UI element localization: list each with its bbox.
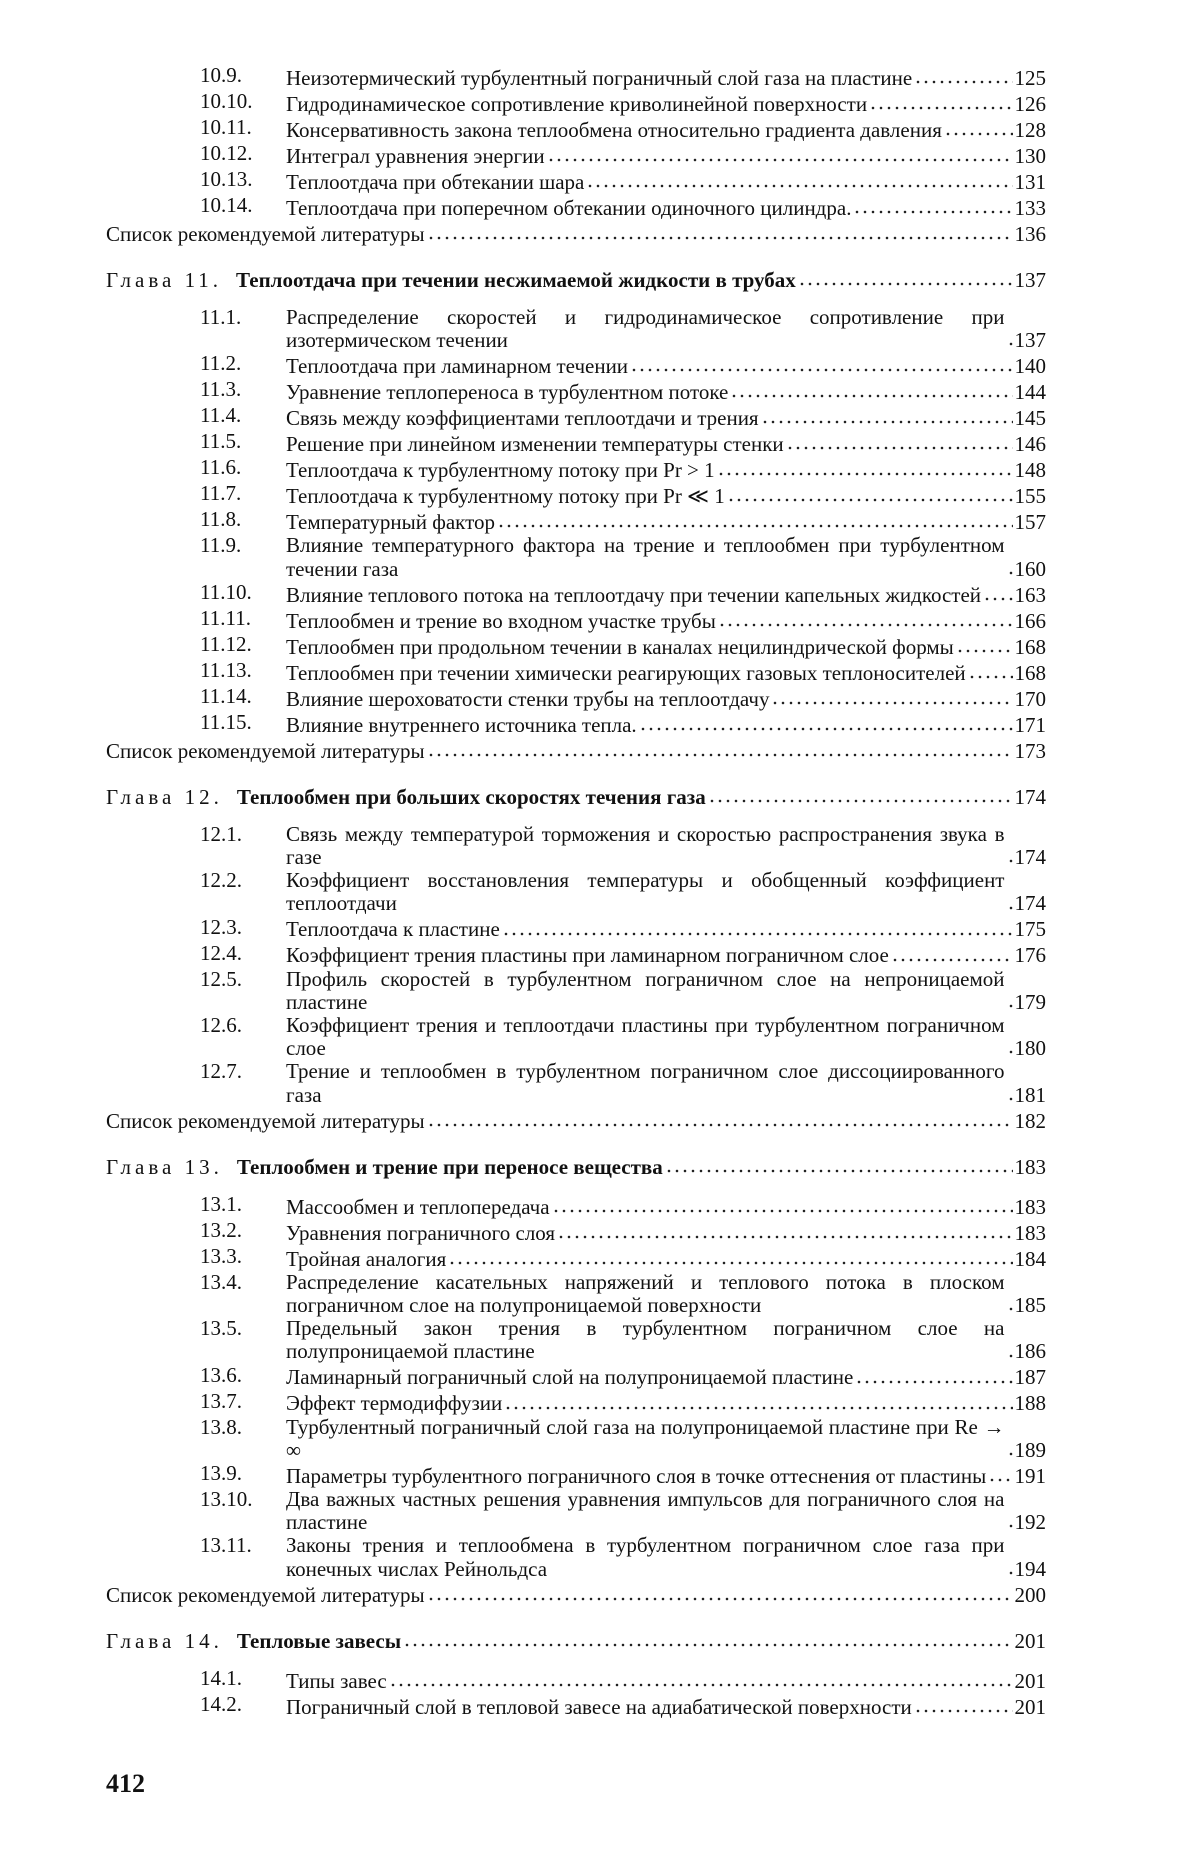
section-entry [106, 404, 1046, 430]
dot-leader [944, 116, 1013, 137]
entry-title: Неизотермический турбулентный пограничный слой газа на пластине [286, 65, 913, 90]
page-ref: 192 [1014, 1510, 1046, 1535]
entry-title: Теплоотдача при течении несжимаемой жидкости в трубах [236, 267, 796, 292]
page-ref: 145 [1014, 406, 1046, 431]
entry-title: Теплообмен при продольном течении в каналах нецилиндрической формы [286, 634, 954, 659]
entry-title: Теплоотдача к турбулентному потоку при Pr > 1 [286, 458, 715, 483]
section-entry [106, 378, 1046, 404]
section-entry [106, 685, 1046, 711]
page-ref: 186 [1014, 1339, 1046, 1364]
page-ref: 179 [1014, 989, 1046, 1014]
page-ref: 168 [1014, 634, 1046, 659]
chapter-entry [106, 266, 1046, 292]
section-entry [106, 711, 1046, 737]
entry-title: Теплообмен при течении химически реагирующих газовых теплоносителей [286, 660, 966, 685]
section-entry [106, 168, 1046, 194]
section-entry [106, 1534, 1046, 1580]
section-entry [106, 581, 1046, 607]
page-ref: 187 [1014, 1365, 1046, 1390]
section-number: 13.2. [200, 1217, 242, 1242]
entry-title: Тройная аналогия [286, 1246, 447, 1271]
section-entry [106, 1364, 1046, 1390]
section-number: 12.3. [200, 914, 242, 939]
section-number: 13.1. [200, 1191, 242, 1216]
dot-leader [639, 711, 1013, 732]
entry-title: Теплоотдача к пластине [286, 917, 500, 942]
section-number: 11.5. [200, 429, 242, 454]
entry-title: Ламинарный пограничный слой на полупроницаемой пластине [286, 1365, 854, 1390]
dot-leader [717, 456, 1013, 477]
section-number: 13.11. [200, 1533, 252, 1558]
section-entry [106, 823, 1046, 869]
page-ref: 184 [1014, 1246, 1046, 1271]
page-ref: 185 [1014, 1293, 1046, 1318]
page-ref: 176 [1014, 943, 1046, 968]
section-number: 11.7. [200, 481, 242, 506]
page-ref: 128 [1014, 117, 1046, 142]
entry-title: Интеграл уравнения энергии [286, 143, 545, 168]
chapter-label: Глава 12. [106, 784, 223, 809]
dot-leader [1007, 326, 1013, 347]
dot-leader [730, 378, 1012, 399]
page-ref: 163 [1014, 582, 1046, 607]
section-number: 13.5. [200, 1316, 242, 1341]
table-of-contents [106, 64, 1046, 1719]
page-ref: 201 [1014, 1668, 1046, 1693]
entry-title: Коэффициент восстановления температуры и обобщенный коэффициент теплоотдачи [286, 868, 1005, 916]
dot-leader [914, 1693, 1013, 1714]
page-ref: 170 [1014, 686, 1046, 711]
section-entry [106, 1693, 1046, 1719]
dot-leader [853, 194, 1012, 215]
section-number: 11.1. [200, 305, 242, 329]
page-ref: 136 [1014, 221, 1046, 246]
section-entry [106, 1219, 1046, 1245]
dot-leader [497, 508, 1013, 529]
section-number: 12.5. [200, 966, 242, 991]
dot-leader [403, 1627, 1012, 1648]
page-ref: 200 [1014, 1582, 1046, 1607]
dot-leader [547, 142, 1013, 163]
entry-title: Теплообмен при больших скоростях течения газа [236, 784, 706, 809]
dot-leader [786, 430, 1013, 451]
section-entry [106, 869, 1046, 915]
page-ref: 155 [1014, 484, 1046, 509]
page-ref: 194 [1014, 1556, 1046, 1581]
page-ref: 140 [1014, 354, 1046, 379]
section-entry [106, 194, 1046, 220]
section-entry [106, 1667, 1046, 1693]
entry-title: Типы завес [286, 1668, 387, 1693]
dot-leader [914, 64, 1012, 85]
section-number: 14.2. [200, 1691, 242, 1716]
dot-leader [891, 942, 1013, 963]
dot-leader [1007, 1034, 1013, 1055]
section-entry [106, 659, 1046, 685]
dot-leader [630, 352, 1012, 373]
entry-title: Два важных частных решения уравнения импульсов для пограничного слоя на пластине [286, 1487, 1005, 1535]
section-entry [106, 968, 1046, 1014]
entry-title: Турбулентный пограничный слой газа на полупроницаемой пластине при Re → ∞ [286, 1414, 1005, 1462]
section-number: 11.11. [200, 605, 251, 630]
page-ref: 137 [1014, 267, 1046, 292]
section-entry [106, 306, 1046, 352]
section-entry [106, 534, 1046, 580]
page-ref: 144 [1014, 380, 1046, 405]
dot-leader [1007, 1555, 1013, 1576]
entry-title: Тепловые завесы [236, 1628, 402, 1653]
page-ref: 157 [1014, 510, 1046, 535]
page-ref: 171 [1014, 712, 1046, 737]
page-ref: 201 [1014, 1694, 1046, 1719]
entry-title: Массообмен и теплопередача [286, 1194, 550, 1219]
dot-leader [427, 737, 1013, 758]
section-entry [106, 64, 1046, 90]
section-number: 13.8. [200, 1414, 242, 1439]
dot-leader [448, 1245, 1012, 1266]
section-entry [106, 352, 1046, 378]
dot-leader [718, 607, 1013, 628]
section-entry [106, 1271, 1046, 1317]
page-ref: 174 [1014, 891, 1046, 916]
page-ref: 175 [1014, 917, 1046, 942]
page-ref: 174 [1014, 845, 1046, 870]
dot-leader [771, 685, 1012, 706]
entry-title: Температурный фактор [286, 510, 495, 535]
dot-leader [1007, 1291, 1013, 1312]
section-number: 13.7. [200, 1388, 242, 1413]
section-number: 11.2. [200, 351, 242, 376]
page-ref: 181 [1014, 1082, 1046, 1107]
section-number: 11.15. [200, 709, 252, 734]
dot-leader [552, 1193, 1013, 1214]
section-number: 10.9. [200, 63, 242, 87]
section-number: 11.12. [200, 631, 252, 656]
page-ref: 126 [1014, 91, 1046, 116]
section-number: 11.3. [200, 377, 242, 402]
page-ref: 183 [1014, 1220, 1046, 1245]
dot-leader [504, 1390, 1012, 1411]
entry-title: Теплоотдача при обтекании шара [286, 169, 585, 194]
page-ref: 166 [1014, 608, 1046, 633]
section-number: 13.10. [200, 1487, 253, 1512]
chapter-entry [106, 783, 1046, 809]
section-entry [106, 1060, 1046, 1106]
entry-title: Консервативность закона теплообмена относительно градиента давления [286, 117, 942, 142]
section-entry [106, 942, 1046, 968]
dot-leader [1007, 1436, 1013, 1457]
page-ref: 189 [1014, 1437, 1046, 1462]
section-number: 11.14. [200, 683, 252, 708]
section-number: 11.6. [200, 455, 242, 480]
entry-title: Коэффициент трения и теплоотдачи пластины при турбулентном пограничном слое [286, 1013, 1005, 1061]
page-ref: 160 [1014, 556, 1046, 581]
chapter-entry [106, 1627, 1046, 1653]
entry-title: Влияние шероховатости стенки трубы на теплоотдачу [286, 686, 770, 711]
page-ref: 131 [1014, 169, 1046, 194]
entry-title: Уравнения пограничного слоя [286, 1220, 556, 1245]
section-entry [106, 508, 1046, 534]
section-number: 11.4. [200, 403, 242, 428]
bibliography-entry [106, 737, 1046, 763]
entry-title: Связь между коэффициентами теплоотдачи и трения [286, 406, 759, 431]
dot-leader [1007, 988, 1013, 1009]
entry-title: Связь между температурой торможения и скоростью распространения звука в газе [286, 821, 1005, 870]
dot-leader [427, 1107, 1013, 1128]
page-ref: 133 [1014, 195, 1046, 220]
page-ref: 125 [1014, 65, 1046, 90]
dot-leader [956, 633, 1013, 654]
section-number: 10.14. [200, 193, 253, 217]
entry-title: Предельный закон трения в турбулентном пограничном слое на полупроницаемой пластине [286, 1316, 1005, 1364]
entry-title: Теплоотдача к турбулентному потоку при Pr ≪ 1 [286, 484, 725, 509]
section-entry [106, 1193, 1046, 1219]
page-ref: 173 [1014, 738, 1046, 763]
entry-title: Профиль скоростей в турбулентном пограничном слое на непроницаемой пластине [286, 966, 1005, 1014]
bibliography-entry [106, 1107, 1046, 1133]
section-entry [106, 430, 1046, 456]
entry-title: Распределение скоростей и гидродинамическое сопротивление при изотермическом течении [286, 305, 1005, 353]
page-ref: 183 [1014, 1194, 1046, 1219]
dot-leader [869, 90, 1012, 111]
section-entry [106, 90, 1046, 116]
page-ref: 188 [1014, 1391, 1046, 1416]
dot-leader [557, 1219, 1012, 1240]
dot-leader [988, 1462, 1012, 1483]
section-entry [106, 1390, 1046, 1416]
page-ref: 146 [1014, 432, 1046, 457]
section-number: 13.3. [200, 1243, 242, 1268]
section-entry [106, 1317, 1046, 1363]
section-entry [106, 482, 1046, 508]
bibliography-entry [106, 1581, 1046, 1607]
entry-title: Теплоотдача при поперечном обтекании одиночного цилиндра. [286, 195, 852, 220]
dot-leader [1007, 1081, 1013, 1102]
page-ref: 180 [1014, 1036, 1046, 1061]
dot-leader [708, 783, 1013, 804]
page-ref: 174 [1014, 784, 1046, 809]
entry-title: Список рекомендуемой литературы [106, 1108, 425, 1133]
section-number: 11.9. [200, 533, 242, 558]
page-ref: 148 [1014, 458, 1046, 483]
section-entry [106, 1245, 1046, 1271]
entry-title: Список рекомендуемой литературы [106, 221, 425, 246]
section-number: 12.4. [200, 940, 242, 965]
page-ref: 168 [1014, 660, 1046, 685]
section-number: 11.13. [200, 657, 252, 682]
entry-title: Параметры турбулентного пограничного слоя в точке оттеснения от пластины [286, 1463, 987, 1488]
dot-leader [665, 1153, 1013, 1174]
dot-leader [427, 220, 1013, 241]
section-entry [106, 916, 1046, 942]
entry-title: Список рекомендуемой литературы [106, 738, 425, 763]
section-number: 10.12. [200, 141, 253, 165]
entry-title: Эффект термодиффузии [286, 1391, 503, 1416]
section-number: 12.1. [200, 821, 242, 846]
section-entry [106, 1014, 1046, 1060]
entry-title: Законы трения и теплообмена в турбулентном пограничном слое газа при конечных числах Рейнольдса [286, 1533, 1005, 1581]
dot-leader [983, 581, 1012, 602]
section-number: 13.4. [200, 1269, 242, 1294]
section-number: 14.1. [200, 1665, 242, 1690]
page-ref: 137 [1014, 328, 1046, 353]
entry-title: Теплообмен и трение при переносе вещества [236, 1154, 663, 1179]
page-ref: 191 [1014, 1463, 1046, 1488]
entry-title: Гидродинамическое сопротивление криволинейной поверхности [286, 91, 868, 116]
section-number: 12.7. [200, 1059, 242, 1084]
section-entry [106, 1488, 1046, 1534]
entry-title: Влияние температурного фактора на трение и теплообмен при турбулентном течении газа [286, 533, 1005, 581]
dot-leader [1007, 843, 1013, 864]
bibliography-entry [106, 220, 1046, 246]
entry-title: Теплообмен и трение во входном участке трубы [286, 608, 716, 633]
dot-leader [389, 1667, 1013, 1688]
section-entry [106, 633, 1046, 659]
dot-leader [761, 404, 1013, 425]
dot-leader [968, 659, 1013, 680]
entry-title: Теплоотдача при ламинарном течении [286, 354, 629, 379]
dot-leader [1007, 890, 1013, 911]
section-number: 11.8. [200, 507, 242, 532]
page-ref: 130 [1014, 143, 1046, 168]
page-ref: 201 [1014, 1628, 1046, 1653]
section-number: 13.6. [200, 1362, 242, 1387]
section-number: 12.6. [200, 1013, 242, 1038]
chapter-label: Глава 13. [106, 1154, 223, 1179]
dot-leader [798, 266, 1013, 287]
dot-leader [1007, 1338, 1013, 1359]
section-entry [106, 1462, 1046, 1488]
dot-leader [586, 168, 1012, 189]
section-entry [106, 607, 1046, 633]
dot-leader [502, 916, 1013, 937]
section-number: 12.2. [200, 868, 242, 893]
entry-title: Уравнение теплопереноса в турбулентном потоке [286, 380, 729, 405]
section-entry [106, 456, 1046, 482]
section-entry [106, 116, 1046, 142]
page-ref: 182 [1014, 1108, 1046, 1133]
entry-title: Коэффициент трения пластины при ламинарном пограничном слое [286, 943, 889, 968]
page-number: 412 [106, 1769, 145, 1798]
entry-title: Распределение касательных напряжений и теплового потока в плоском пограничном слое на полупроницаемой поверхности [286, 1269, 1005, 1318]
dot-leader [727, 482, 1013, 503]
section-number: 10.10. [200, 89, 253, 113]
page-ref: 183 [1014, 1154, 1046, 1179]
entry-title: Список рекомендуемой литературы [106, 1582, 425, 1607]
section-entry [106, 142, 1046, 168]
chapter-entry [106, 1153, 1046, 1179]
entry-title: Трение и теплообмен в турбулентном пограничном слое диссоциированного газа [286, 1059, 1005, 1107]
section-number: 10.13. [200, 167, 253, 191]
chapter-label: Глава 14. [106, 1628, 223, 1653]
dot-leader [855, 1364, 1012, 1385]
section-number: 10.11. [200, 115, 252, 139]
section-number: 13.9. [200, 1461, 242, 1486]
dot-leader [1007, 555, 1013, 576]
dot-leader [427, 1581, 1013, 1602]
entry-title: Пограничный слой в тепловой завесе на адиабатической поверхности [286, 1694, 912, 1719]
section-entry [106, 1416, 1046, 1462]
section-number: 11.10. [200, 579, 252, 604]
dot-leader [1007, 1508, 1013, 1529]
entry-title: Решение при линейном изменении температуры стенки [286, 432, 784, 457]
chapter-label: Глава 11. [106, 267, 223, 292]
entry-title: Влияние теплового потока на теплоотдачу при течении капельных жидкостей [286, 582, 982, 607]
entry-title: Влияние внутреннего источника тепла. [286, 712, 637, 737]
